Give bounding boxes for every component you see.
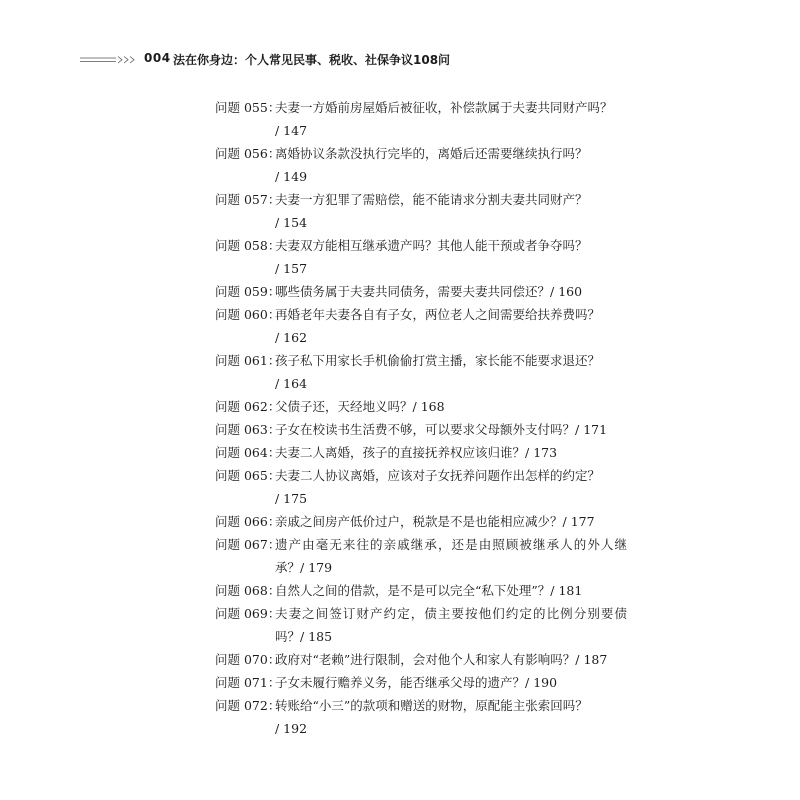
question-title-line	[275, 418, 627, 441]
running-header	[80, 51, 720, 71]
toc-entry	[215, 694, 627, 740]
question-title: 遗产由毫无来往的亲戚继承，还是由照顾被继承人的外人继承？	[275, 537, 627, 575]
question-title: 亲戚之间房产低价过户，税款是不是也能相应减少？	[275, 514, 563, 529]
page-reference: / 179	[300, 560, 333, 575]
table-of-contents	[0, 96, 800, 740]
question-number: 问题 060：	[215, 307, 281, 322]
question-title: 自然人之间的借款，是不是可以完全“私下处理”？	[275, 583, 551, 598]
toc-entry	[215, 280, 627, 303]
question-title-line	[275, 441, 627, 464]
page-reference: / 171	[575, 422, 608, 437]
question-title: 父债子还，天经地义吗？	[275, 399, 413, 414]
question-number: 问题 068：	[215, 583, 281, 598]
toc-entry	[215, 579, 627, 602]
toc-entry	[215, 395, 627, 418]
question-title: 孩子私下用家长手机偷偷打赏主播，家长能不能要求退还？	[275, 353, 601, 368]
question-title: 夫妻一方犯罪了需赔偿，能不能请求分割夫妻共同财产？	[275, 192, 588, 207]
question-title: 政府对“老赖”进行限制，会对他个人和家人有影响吗？	[275, 652, 576, 667]
question-number: 问题 072：	[215, 698, 281, 713]
question-number: 问题 063：	[215, 422, 281, 437]
question-title-line	[275, 510, 627, 533]
question-number: 问题 059：	[215, 284, 281, 299]
page-number: 004	[144, 51, 171, 65]
question-title-line	[275, 602, 627, 648]
question-title-line	[275, 395, 627, 418]
question-title: 转账给“小三”的款项和赠送的财物，原配能主张索回吗？	[275, 698, 588, 713]
page-reference: / 164	[275, 376, 308, 391]
toc-entry	[215, 464, 627, 510]
question-number: 问题 056：	[215, 146, 281, 161]
question-number: 问题 066：	[215, 514, 281, 529]
toc-entry	[215, 671, 627, 694]
double-line-arrow-ornament-icon	[80, 55, 138, 65]
page-reference: / 154	[275, 215, 308, 230]
question-title: 夫妻双方能相互继承遗产吗？其他人能干预或者争夺吗？	[275, 238, 588, 253]
question-title: 子女在校读书生活费不够，可以要求父母额外支付吗？	[275, 422, 576, 437]
page-reference: / 177	[562, 514, 595, 529]
question-title-line	[275, 579, 627, 602]
page-reference: / 160	[550, 284, 583, 299]
toc-entry	[215, 142, 627, 188]
question-title-line	[275, 533, 627, 579]
question-title-line	[275, 671, 627, 694]
toc-entry	[215, 96, 627, 142]
question-title: 再婚老年夫妻各自有子女，两位老人之间需要给扶养费吗？	[275, 307, 601, 322]
toc-entry	[215, 418, 627, 441]
question-number: 问题 065：	[215, 468, 281, 483]
question-title: 夫妻二人离婚，孩子的直接抚养权应该归谁？	[275, 445, 526, 460]
toc-entry	[215, 510, 627, 533]
toc-entry	[215, 188, 627, 234]
question-title-line	[275, 280, 627, 303]
page-reference: / 173	[525, 445, 558, 460]
page-reference: / 187	[575, 652, 608, 667]
question-number: 问题 058：	[215, 238, 281, 253]
page-reference: / 162	[275, 330, 308, 345]
question-title: 子女未履行赡养义务，能否继承父母的遗产？	[275, 675, 526, 690]
page-reference: / 192	[275, 721, 308, 736]
page-reference: / 157	[275, 261, 308, 276]
page-reference: / 190	[525, 675, 558, 690]
question-title: 离婚协议条款没执行完毕的，离婚后还需要继续执行吗？	[275, 146, 588, 161]
question-number: 问题 057：	[215, 192, 281, 207]
question-number: 问题 062：	[215, 399, 281, 414]
toc-entry	[215, 349, 627, 395]
question-number: 问题 071：	[215, 675, 281, 690]
page-reference: / 168	[412, 399, 445, 414]
toc-entry	[215, 234, 627, 280]
question-title-line	[275, 648, 627, 671]
page-reference: / 185	[300, 629, 333, 644]
question-number: 问题 061：	[215, 353, 281, 368]
toc-entry	[215, 441, 627, 464]
toc-entry	[215, 602, 627, 648]
question-title: 夫妻之间签订财产约定，债主要按他们约定的比例分别要债吗？	[275, 606, 627, 644]
question-title: 夫妻二人协议离婚，应该对子女抚养问题作出怎样的约定？	[275, 468, 601, 483]
question-number: 问题 067：	[215, 537, 281, 552]
page-reference: / 181	[550, 583, 583, 598]
question-number: 问题 069：	[215, 606, 281, 621]
toc-entry	[215, 533, 627, 579]
page-reference: / 147	[275, 123, 308, 138]
toc-entry	[215, 648, 627, 671]
question-number: 问题 064：	[215, 445, 281, 460]
question-number: 问题 070：	[215, 652, 281, 667]
page-reference: / 175	[275, 491, 308, 506]
question-title: 哪些债务属于夫妻共同债务，需要夫妻共同偿还？	[275, 284, 551, 299]
question-number: 问题 055：	[215, 100, 281, 115]
toc-entry	[215, 303, 627, 349]
page-reference: / 149	[275, 169, 308, 184]
question-title: 夫妻一方婚前房屋婚后被征收，补偿款属于夫妻共同财产吗？	[275, 100, 613, 115]
book-title: 法在你身边：个人常见民事、税收、社保争议108问	[173, 53, 451, 67]
